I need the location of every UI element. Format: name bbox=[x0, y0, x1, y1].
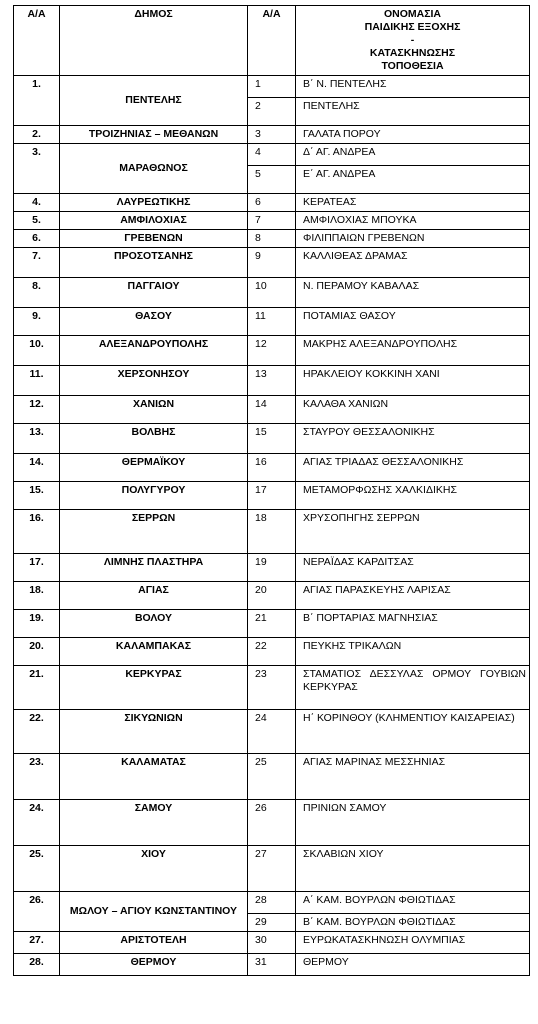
table-row bbox=[14, 932, 530, 954]
site-number: 9 bbox=[248, 248, 296, 278]
municipality-cell: ΑΜΦΙΛΟΧΙΑΣ bbox=[60, 212, 248, 230]
municipality-cell: ΜΩΛΟΥ – ΑΓΙΟΥ ΚΩΝΣΤΑΝΤΙΝΟΥ bbox=[60, 892, 248, 932]
row-number: 27. bbox=[14, 932, 60, 954]
municipality-cell: ΠΑΓΓΑΙΟΥ bbox=[60, 278, 248, 308]
site-number: 8 bbox=[248, 230, 296, 248]
municipality-cell: ΛΑΥΡΕΩΤΙΚΗΣ bbox=[60, 194, 248, 212]
site-number: 17 bbox=[248, 482, 296, 510]
table-row bbox=[14, 396, 530, 424]
header-dimos: ΔΗΜΟΣ bbox=[60, 6, 248, 76]
table-row bbox=[14, 424, 530, 454]
site-name: ΠΟΤΑΜΙΑΣ ΘΑΣΟΥ bbox=[296, 308, 530, 336]
site-name: ΦΙΛΙΠΠΑΙΩΝ ΓΡΕΒΕΝΩΝ bbox=[296, 230, 530, 248]
table-row bbox=[14, 248, 530, 278]
header-aa: Α/Α bbox=[14, 6, 60, 76]
table-row bbox=[14, 554, 530, 582]
table-row bbox=[14, 954, 530, 976]
site-name: ΚΕΡΑΤΕΑΣ bbox=[296, 194, 530, 212]
municipality-cell: ΛΙΜΝΗΣ ΠΛΑΣΤΗΡΑ bbox=[60, 554, 248, 582]
municipality-cell: ΘΕΡΜΑΪΚΟΥ bbox=[60, 454, 248, 482]
site-number: 1 bbox=[248, 76, 296, 98]
header-row bbox=[14, 6, 530, 76]
site-name: ΣΤΑΜΑΤΙΟΣ ΔΕΣΣΥΛΑΣ ΟΡΜΟΥ ΓΟΥΒΙΩΝ ΚΕΡΚΥΡΑΣ bbox=[296, 666, 530, 710]
site-number: 27 bbox=[248, 846, 296, 892]
site-name: Β΄ Ν. ΠΕΝΤΕΛΗΣ bbox=[296, 76, 530, 98]
municipality-cell: ΧΙΟΥ bbox=[60, 846, 248, 892]
site-name: ΑΓΙΑΣ ΜΑΡΙΝΑΣ ΜΕΣΣΗΝΙΑΣ bbox=[296, 754, 530, 800]
row-number: 21. bbox=[14, 666, 60, 710]
municipality-cell: ΑΓΙΑΣ bbox=[60, 582, 248, 610]
site-number: 19 bbox=[248, 554, 296, 582]
site-name: ΑΓΙΑΣ ΤΡΙΑΔΑΣ ΘΕΣΣΑΛΟΝΙΚΗΣ bbox=[296, 454, 530, 482]
site-name: ΝΕΡΑΪΔΑΣ ΚΑΡΔΙΤΣΑΣ bbox=[296, 554, 530, 582]
table-row bbox=[14, 754, 530, 800]
row-number: 1. bbox=[14, 76, 60, 126]
municipality-cell: ΣΙΚΥΩΝΙΩΝ bbox=[60, 710, 248, 754]
site-number: 21 bbox=[248, 610, 296, 638]
row-number: 22. bbox=[14, 710, 60, 754]
municipality-cell: ΧΕΡΣΟΝΗΣΟΥ bbox=[60, 366, 248, 396]
row-number: 9. bbox=[14, 308, 60, 336]
table-row bbox=[14, 212, 530, 230]
municipality-cell: ΚΑΛΑΜΠΑΚΑΣ bbox=[60, 638, 248, 666]
row-number: 26. bbox=[14, 892, 60, 932]
row-number: 11. bbox=[14, 366, 60, 396]
site-number: 6 bbox=[248, 194, 296, 212]
table-row bbox=[14, 710, 530, 754]
row-number: 4. bbox=[14, 194, 60, 212]
municipality-cell: ΑΡΙΣΤΟΤΕΛΗ bbox=[60, 932, 248, 954]
municipality-cell: ΜΑΡΑΘΩΝΟΣ bbox=[60, 144, 248, 194]
site-number: 23 bbox=[248, 666, 296, 710]
site-number: 30 bbox=[248, 932, 296, 954]
table-row bbox=[14, 510, 530, 554]
row-number: 18. bbox=[14, 582, 60, 610]
site-number: 13 bbox=[248, 366, 296, 396]
site-number: 22 bbox=[248, 638, 296, 666]
site-number: 20 bbox=[248, 582, 296, 610]
table-row bbox=[14, 846, 530, 892]
site-name: ΕΥΡΩΚΑΤΑΣΚΗΝΩΣΗ ΟΛΥΜΠΙΑΣ bbox=[296, 932, 530, 954]
header-onomasia-line: ΠΑΙΔΙΚΗΣ ΕΞΟΧΗΣ bbox=[364, 21, 461, 33]
site-number: 24 bbox=[248, 710, 296, 754]
header-onomasia-line: ΚΑΤΑΣΚΗΝΩΣΗΣ bbox=[369, 47, 456, 59]
municipality-cell: ΘΑΣΟΥ bbox=[60, 308, 248, 336]
row-number: 16. bbox=[14, 510, 60, 554]
table-row bbox=[14, 336, 530, 366]
site-number: 26 bbox=[248, 800, 296, 846]
table-row bbox=[14, 308, 530, 336]
site-name: ΣΤΑΥΡΟΥ ΘΕΣΣΑΛΟΝΙΚΗΣ bbox=[296, 424, 530, 454]
table-row bbox=[14, 366, 530, 396]
site-name: ΠΕΝΤΕΛΗΣ bbox=[296, 98, 530, 126]
site-name: Η΄ ΚΟΡΙΝΘΟΥ (ΚΛΗΜΕΝΤΙΟΥ ΚΑΙΣΑΡΕΙΑΣ) bbox=[296, 710, 530, 754]
site-number: 25 bbox=[248, 754, 296, 800]
row-number: 3. bbox=[14, 144, 60, 194]
site-name: ΣΚΛΑΒΙΩΝ ΧΙΟΥ bbox=[296, 846, 530, 892]
site-name: ΠΕΥΚΗΣ ΤΡΙΚΑΛΩΝ bbox=[296, 638, 530, 666]
header-onomasia bbox=[296, 6, 530, 76]
municipality-cell: ΒΟΛΟΥ bbox=[60, 610, 248, 638]
table-row bbox=[14, 126, 530, 144]
row-number: 28. bbox=[14, 954, 60, 976]
row-number: 25. bbox=[14, 846, 60, 892]
site-number: 3 bbox=[248, 126, 296, 144]
camps-table bbox=[13, 5, 530, 976]
municipality-cell: ΤΡΟΙΖΗΝΙΑΣ – ΜΕΘΑΝΩΝ bbox=[60, 126, 248, 144]
header-onomasia-line: - bbox=[410, 34, 415, 46]
site-name: ΜΕΤΑΜΟΡΦΩΣΗΣ ΧΑΛΚΙΔΙΚΗΣ bbox=[296, 482, 530, 510]
site-name: ΑΓΙΑΣ ΠΑΡΑΣΚΕΥΗΣ ΛΑΡΙΣΑΣ bbox=[296, 582, 530, 610]
table-row bbox=[14, 194, 530, 212]
site-number: 12 bbox=[248, 336, 296, 366]
site-number: 2 bbox=[248, 98, 296, 126]
header-onomasia-line: ΤΟΠΟΘΕΣΙΑ bbox=[381, 60, 444, 72]
municipality-cell: ΚΕΡΚΥΡΑΣ bbox=[60, 666, 248, 710]
table-row bbox=[14, 230, 530, 248]
row-number: 19. bbox=[14, 610, 60, 638]
site-name: Β΄ ΚΑΜ. ΒΟΥΡΛΩΝ ΦΘΙΩΤΙΔΑΣ bbox=[296, 914, 530, 932]
municipality-cell: ΠΕΝΤΕΛΗΣ bbox=[60, 76, 248, 126]
row-number: 14. bbox=[14, 454, 60, 482]
table-row bbox=[14, 582, 530, 610]
municipality-cell: ΓΡΕΒΕΝΩΝ bbox=[60, 230, 248, 248]
site-name: ΘΕΡΜΟΥ bbox=[296, 954, 530, 976]
site-number: 16 bbox=[248, 454, 296, 482]
site-number: 5 bbox=[248, 166, 296, 194]
row-number: 17. bbox=[14, 554, 60, 582]
site-number: 31 bbox=[248, 954, 296, 976]
site-name: ΓΑΛΑΤΑ ΠΟΡΟΥ bbox=[296, 126, 530, 144]
site-number: 18 bbox=[248, 510, 296, 554]
site-number: 15 bbox=[248, 424, 296, 454]
site-name: ΜΑΚΡΗΣ ΑΛΕΞΑΝΔΡΟΥΠΟΛΗΣ bbox=[296, 336, 530, 366]
site-name: ΑΜΦΙΛΟΧΙΑΣ ΜΠΟΥΚΑ bbox=[296, 212, 530, 230]
site-number: 7 bbox=[248, 212, 296, 230]
municipality-cell: ΘΕΡΜΟΥ bbox=[60, 954, 248, 976]
municipality-cell: ΣΕΡΡΩΝ bbox=[60, 510, 248, 554]
table-row bbox=[14, 892, 530, 914]
municipality-cell: ΚΑΛΑΜΑΤΑΣ bbox=[60, 754, 248, 800]
row-number: 8. bbox=[14, 278, 60, 308]
header-aa-site: Α/Α bbox=[248, 6, 296, 76]
table-row bbox=[14, 666, 530, 710]
site-number: 28 bbox=[248, 892, 296, 914]
municipality-cell: ΑΛΕΞΑΝΔΡΟΥΠΟΛΗΣ bbox=[60, 336, 248, 366]
row-number: 12. bbox=[14, 396, 60, 424]
row-number: 15. bbox=[14, 482, 60, 510]
row-number: 6. bbox=[14, 230, 60, 248]
row-number: 7. bbox=[14, 248, 60, 278]
site-name: ΚΑΛΑΘΑ ΧΑΝΙΩΝ bbox=[296, 396, 530, 424]
site-number: 10 bbox=[248, 278, 296, 308]
table-row bbox=[14, 610, 530, 638]
site-name: ΗΡΑΚΛΕΙΟΥ ΚΟΚΚΙΝΗ ΧΑΝΙ bbox=[296, 366, 530, 396]
site-number: 11 bbox=[248, 308, 296, 336]
site-number: 14 bbox=[248, 396, 296, 424]
row-number: 24. bbox=[14, 800, 60, 846]
table-row bbox=[14, 76, 530, 98]
municipality-cell: ΒΟΛΒΗΣ bbox=[60, 424, 248, 454]
table-row bbox=[14, 144, 530, 166]
site-name: Β΄ ΠΟΡΤΑΡΙΑΣ ΜΑΓΝΗΣΙΑΣ bbox=[296, 610, 530, 638]
table-row bbox=[14, 278, 530, 308]
site-name: Α΄ ΚΑΜ. ΒΟΥΡΛΩΝ ΦΘΙΩΤΙΔΑΣ bbox=[296, 892, 530, 914]
municipality-cell: ΠΟΛΥΓΥΡΟΥ bbox=[60, 482, 248, 510]
site-name: Ε΄ ΑΓ. ΑΝΔΡΕΑ bbox=[296, 166, 530, 194]
site-name: ΚΑΛΛΙΘΕΑΣ ΔΡΑΜΑΣ bbox=[296, 248, 530, 278]
site-number: 4 bbox=[248, 144, 296, 166]
site-name: Δ΄ ΑΓ. ΑΝΔΡΕΑ bbox=[296, 144, 530, 166]
row-number: 20. bbox=[14, 638, 60, 666]
site-name: ΠΡΙΝΙΩΝ ΣΑΜΟΥ bbox=[296, 800, 530, 846]
row-number: 2. bbox=[14, 126, 60, 144]
header-onomasia-line: ΟΝΟΜΑΣΙΑ bbox=[383, 8, 442, 20]
table-row bbox=[14, 800, 530, 846]
table-row bbox=[14, 454, 530, 482]
municipality-cell: ΧΑΝΙΩΝ bbox=[60, 396, 248, 424]
row-number: 13. bbox=[14, 424, 60, 454]
municipality-cell: ΠΡΟΣΟΤΣΑΝΗΣ bbox=[60, 248, 248, 278]
site-number: 29 bbox=[248, 914, 296, 932]
site-name: Ν. ΠΕΡΑΜΟΥ ΚΑΒΑΛΑΣ bbox=[296, 278, 530, 308]
row-number: 23. bbox=[14, 754, 60, 800]
table-row bbox=[14, 638, 530, 666]
municipality-cell: ΣΑΜΟΥ bbox=[60, 800, 248, 846]
site-name: ΧΡΥΣΟΠΗΓΗΣ ΣΕΡΡΩΝ bbox=[296, 510, 530, 554]
row-number: 5. bbox=[14, 212, 60, 230]
row-number: 10. bbox=[14, 336, 60, 366]
table-row bbox=[14, 482, 530, 510]
